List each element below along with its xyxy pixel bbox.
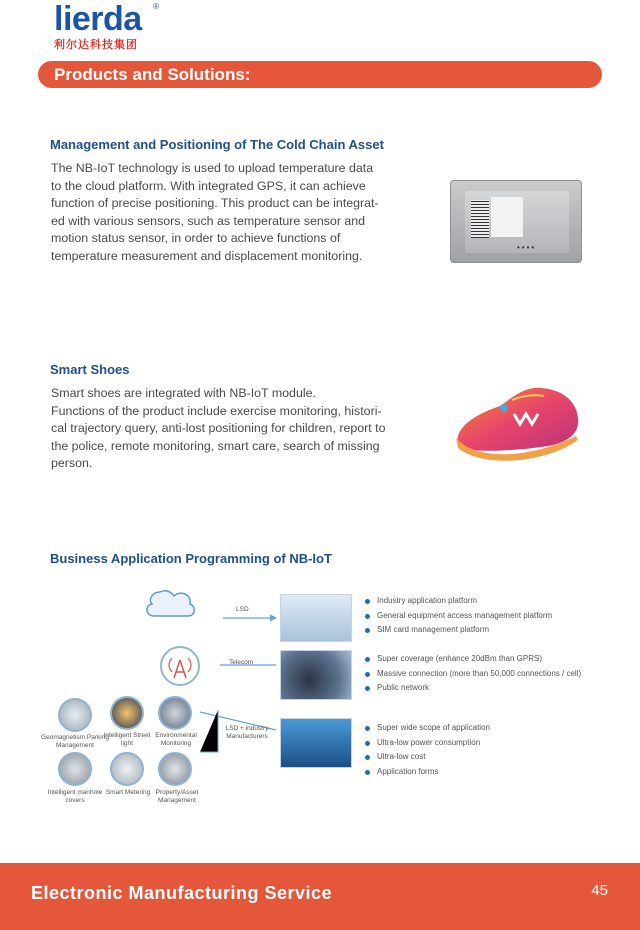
list-item: Industry application platform: [365, 594, 552, 609]
app-label: Intelligent manhole covers: [47, 789, 103, 804]
telecom-tower-image: [280, 650, 352, 700]
footer-title: Electronic Manufacturing Service: [31, 883, 333, 903]
list-item: Public network: [365, 681, 581, 696]
cold-chain-paragraph: [51, 160, 411, 265]
lsd-industry-link-label: LSD + industry Manufacturers: [225, 725, 269, 740]
list-item: General equipment access management platform: [365, 609, 552, 624]
list-item: SIM card management platform: [365, 623, 552, 638]
logo-wordmark: lierda: [54, 0, 142, 38]
platform-bullet-list: [365, 594, 552, 638]
lsd-link-label: LSD: [236, 606, 249, 613]
app-label: Geomagnetism Parking Management: [41, 734, 109, 749]
list-item: Super wide scope of application: [365, 721, 490, 736]
indicator-dots: ••••: [517, 243, 537, 252]
app-label: Smart Metering: [105, 789, 151, 796]
app-label: Environmental Monitoring: [155, 732, 197, 747]
logo-chinese-name: 利尔达科技集团: [54, 39, 138, 51]
text-line: motion status sensor, in order to achieve functions of: [51, 231, 341, 245]
text-line: Smart shoes are integrated with NB-IoT module.: [51, 386, 316, 400]
text-line: The NB-IoT technology is used to upload temperature data: [51, 161, 374, 175]
page-number: 45: [591, 882, 608, 899]
list-item: Super coverage (enhance 20dBm than GPRS): [365, 652, 581, 667]
app-label: Intelligent Street light: [103, 732, 151, 747]
cold-chain-title: Management and Positioning of The Cold Chain Asset: [50, 137, 384, 152]
smart-shoe-image: [452, 378, 584, 470]
text-line: temperature measurement and displacement monitoring.: [51, 248, 363, 263]
application-bullet-list: [365, 721, 490, 779]
list-item: Ultra-low cost: [365, 750, 490, 765]
text-line: function of precise positioning. This product can be integrat-: [51, 196, 379, 210]
app-label: Property/Asset Management: [155, 789, 199, 804]
text-line: person.: [51, 456, 93, 470]
list-item: Massive connection (more than 50,000 connections / cell): [365, 667, 581, 682]
device-face: [465, 191, 569, 253]
city-skyline-image: [280, 718, 352, 768]
streetlight-app-icon: [110, 696, 144, 730]
metering-app-icon: [110, 752, 144, 786]
text-line: Functions of the product include exercise monitoring, histori-: [51, 403, 382, 418]
business-application-title: Business Application Programming of NB-IoT: [50, 551, 332, 566]
company-logo: [54, 0, 159, 52]
cold-chain-tracker-image: [450, 180, 582, 263]
nbiot-architecture-diagram: [40, 582, 620, 822]
manhole-app-icon: [58, 752, 92, 786]
barcode-sticker: [471, 200, 489, 238]
text-line: ed with various sensors, such as temperature sensor and: [51, 213, 366, 228]
list-item: Application forms: [365, 765, 490, 780]
page-footer: [0, 863, 640, 930]
telecom-link-label: Telecom: [229, 659, 254, 666]
list-item: Ultra-low power consumption: [365, 736, 490, 751]
environment-app-icon: [158, 696, 192, 730]
section-banner: [38, 61, 602, 88]
network-bullet-list: [365, 652, 581, 696]
banner-title: Products and Solutions:: [54, 65, 251, 84]
device-label: [491, 197, 523, 237]
parking-app-icon: [58, 698, 92, 732]
smart-shoes-title: Smart Shoes: [50, 362, 130, 377]
registered-mark: ®: [153, 2, 159, 11]
text-line: to the cloud platform. With integrated GPS, it can achieve: [51, 178, 366, 193]
platform-screen-image: [280, 594, 352, 642]
asset-app-icon: [158, 752, 192, 786]
text-line: cal trajectory query, anti-lost positioning for children, report to: [51, 421, 386, 435]
smart-shoes-paragraph: [51, 385, 411, 473]
text-line: the police, remote monitoring, smart care, search of missing: [51, 438, 380, 453]
